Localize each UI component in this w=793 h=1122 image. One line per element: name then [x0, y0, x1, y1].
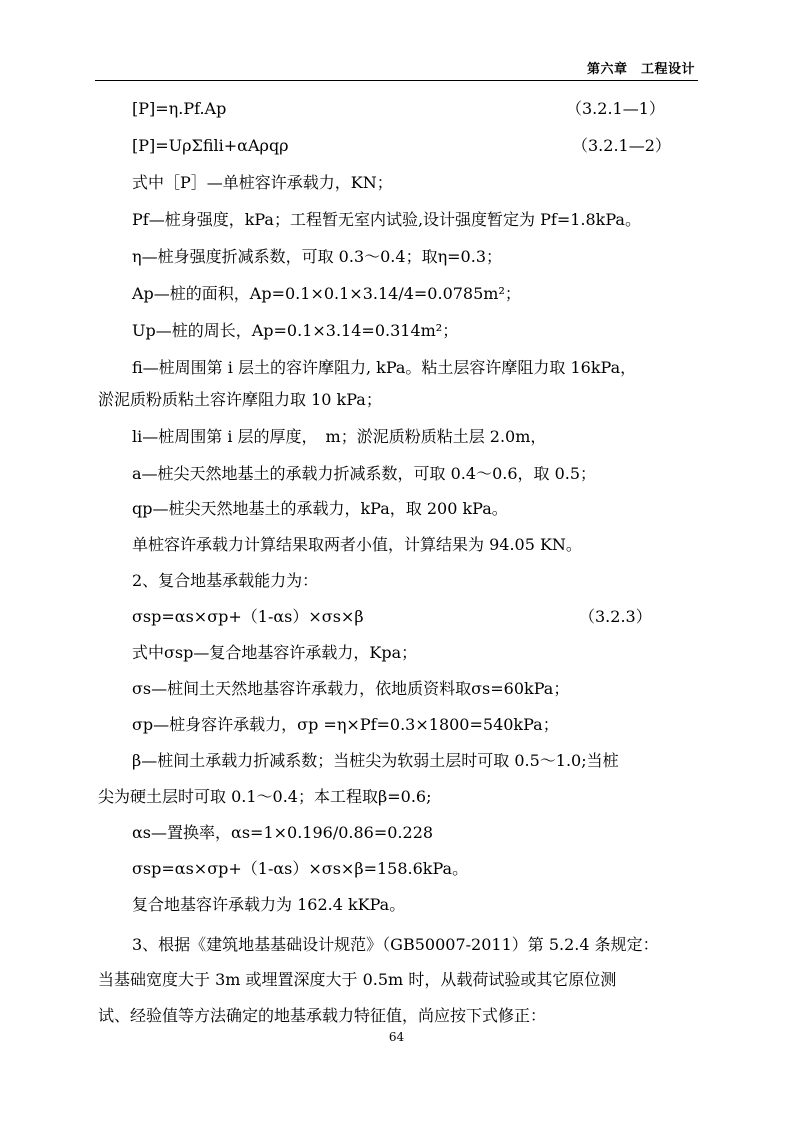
text-line: 单桩容许承载力计算结果取两者小值，计算结果为 94.05 KN。 — [132, 535, 582, 554]
text-line: a—桩尖天然地基土的承载力折减系数，可取 0.4～0.6，取 0.5； — [132, 464, 597, 483]
text-line: Pf—桩身强度，kPa；工程暂无室内试验,设计强度暂定为 Pf=1.8kPa。 — [132, 210, 641, 229]
page-number: 64 — [388, 1030, 405, 1044]
header-rule — [95, 80, 698, 81]
section-heading: 2、复合地基承载能力为： — [132, 571, 319, 590]
text-line: qp—桩尖天然地基土的承载力，kPa，取 200 kPa。 — [132, 499, 508, 518]
text-line: Ap—桩的面积，Ap=0.1×0.1×3.14/4=0.0785m²； — [132, 284, 521, 303]
formula-line: [P]=UρΣfili+αAρqρ — [132, 136, 289, 155]
equation-number: （3.2.3） — [579, 607, 652, 626]
text-line: li—桩周围第 i 层的厚度， m；淤泥质粉质粘土层 2.0m， — [132, 427, 547, 446]
text-line: σs—桩间土天然地基容许承载力，依地质资料取σs=60kPa； — [132, 679, 570, 698]
text-line: fi—桩周围第 i 层土的容许摩阻力, kPa。粘土层容许摩阻力取 16kPa， — [132, 358, 637, 377]
text-line: σp—桩身容许承载力，σp =η×Pf=0.3×1800=540kPa； — [132, 715, 559, 734]
text-line: 尖为硬土层时可取 0.1～0.4；本工程取β=0.6; — [98, 787, 432, 806]
chapter-header: 第六章 工程设计 — [586, 62, 695, 77]
text-line: β—桩间土承载力折减系数；当桩尖为软弱土层时可取 0.5～1.0;当桩 — [132, 751, 619, 770]
formula-line: σsp=αs×σp+（1-αs）×σs×β=158.6kPa。 — [132, 859, 469, 878]
text-line: 式中［P］—单桩容许承载力，KN； — [132, 173, 393, 192]
formula-line: [P]=η.Pf.Ap — [132, 99, 227, 118]
text-line: 式中σsp—复合地基容许承载力，Kpa； — [132, 643, 418, 662]
text-line: η—桩身强度折减系数，可取 0.3～0.4；取η=0.3； — [132, 247, 503, 266]
equation-number: （3.2.1—2） — [572, 136, 671, 155]
equation-number: （3.2.1—1） — [566, 99, 665, 118]
formula-line: σsp=αs×σp+（1-αs）×σs×β — [132, 607, 364, 626]
text-line: 复合地基容许承载力为 162.4 kKPa。 — [132, 895, 406, 914]
text-line: 试、经验值等方法确定的地基承载力特征值，尚应按下式修正： — [98, 1006, 547, 1025]
text-line: αs—置换率，αs=1×0.196/0.86=0.228 — [132, 823, 434, 842]
text-line: Up—桩的周长，Ap=0.1×3.14=0.314m²； — [132, 321, 459, 340]
section-heading: 3、根据《建筑地基基础设计规范》（GB50007-2011）第 5.2.4 条规定： — [132, 935, 659, 954]
text-line: 当基础宽度大于 3m 或埋置深度大于 0.5m 时，从载荷试验或其它原位测 — [98, 970, 617, 989]
text-line: 淤泥质粉质粘土容许摩阻力取 10 kPa； — [98, 390, 382, 409]
